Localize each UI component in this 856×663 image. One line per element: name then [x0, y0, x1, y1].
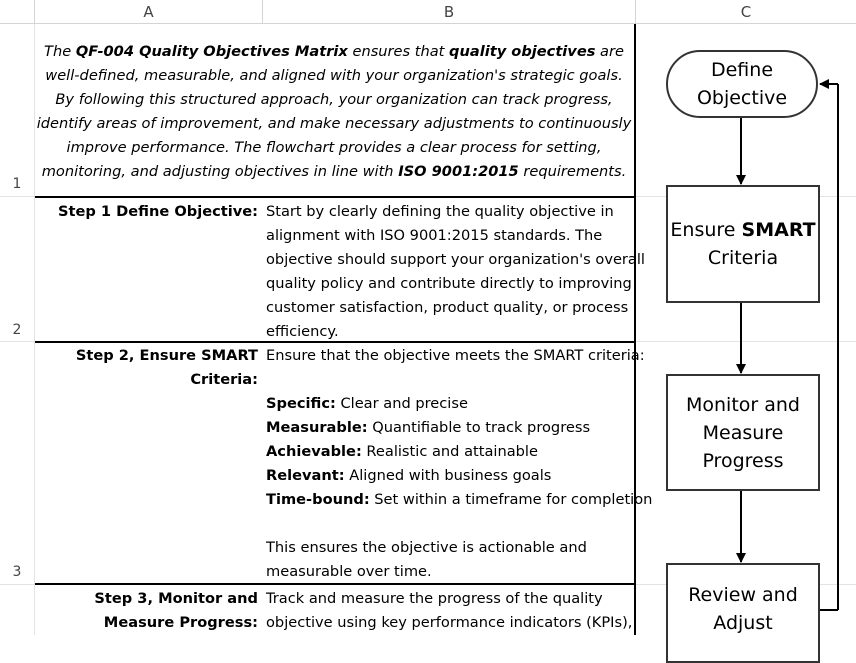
step-1-line: customer satisfaction, product quality, or process — [266, 299, 629, 316]
flowchart-monitor-progress[interactable]: Monitor and Measure Progress — [666, 374, 820, 491]
flowchart-define-objective[interactable]: Define Objective — [666, 50, 818, 118]
step-1-line: efficiency. — [266, 323, 339, 340]
document-id: QF-004 Quality Objectives Matrix — [75, 43, 348, 60]
standard-name: ISO 9001:2015 — [398, 163, 519, 180]
flowchart-ensure-smart[interactable]: Ensure SMART Criteria — [666, 185, 820, 303]
criteria-specific: Specific: Clear and precise — [266, 395, 468, 412]
criteria-time-bound: Time-bound: Set within a timeframe for completion — [266, 491, 653, 508]
step-1-line: alignment with ISO 9001:2015 standards. The — [266, 227, 603, 244]
column-header-a[interactable]: A — [35, 0, 263, 24]
intro-text-2: ensures that — [347, 43, 450, 60]
step-2-label[interactable]: Step 2, Ensure SMART Criteria: — [75, 347, 258, 388]
step-3-line: Track and measure the progress of the quality — [266, 590, 603, 607]
row-number-1[interactable]: 1 — [12, 176, 22, 192]
step-1-line: Start by clearly defining the quality objective in — [266, 203, 614, 220]
intro-text-4: requirements. — [518, 163, 627, 180]
step-1-label[interactable]: Step 1 Define Objective: — [58, 203, 258, 220]
column-header-b[interactable]: B — [263, 0, 636, 24]
criteria-achievable: Achievable: Realistic and attainable — [266, 443, 538, 460]
criteria-relevant: Relevant: Aligned with business goals — [266, 467, 552, 484]
step-2-intro: Ensure that the objective meets the SMART criteria: — [266, 347, 645, 364]
column-header-c[interactable]: C — [636, 0, 856, 24]
intro-text-3: are well-defined, measurable, and aligned with your organization's strategic goals. By following this structured approach, your organization can track progress, identify areas of improvement, and make necessary adjustments to continuously improve performance. The flowchart provides a clear process for setting, monitoring, and adjusting objectives in line with — [36, 43, 632, 180]
row-number-2[interactable]: 2 — [12, 322, 22, 338]
step-3-line: objective using key performance indicators (KPIs), — [266, 614, 633, 631]
step-2-closing: measurable over time. — [266, 563, 432, 580]
step-1-line: quality policy and contribute directly to improving — [266, 275, 632, 292]
step-2-closing: This ensures the objective is actionable and — [266, 539, 587, 556]
step-1-line: objective should support your organization's overall — [266, 251, 645, 268]
row-number-3[interactable]: 3 — [12, 564, 22, 580]
intro-text-1: The — [44, 43, 76, 60]
criteria-measurable: Measurable: Quantifiable to track progress — [266, 419, 591, 436]
step-3-label[interactable]: Step 3, Monitor and Measure Progress: — [94, 590, 258, 631]
flowchart-review-adjust[interactable]: Review and Adjust — [666, 563, 820, 663]
intro-bold-term: quality objectives — [449, 43, 596, 60]
